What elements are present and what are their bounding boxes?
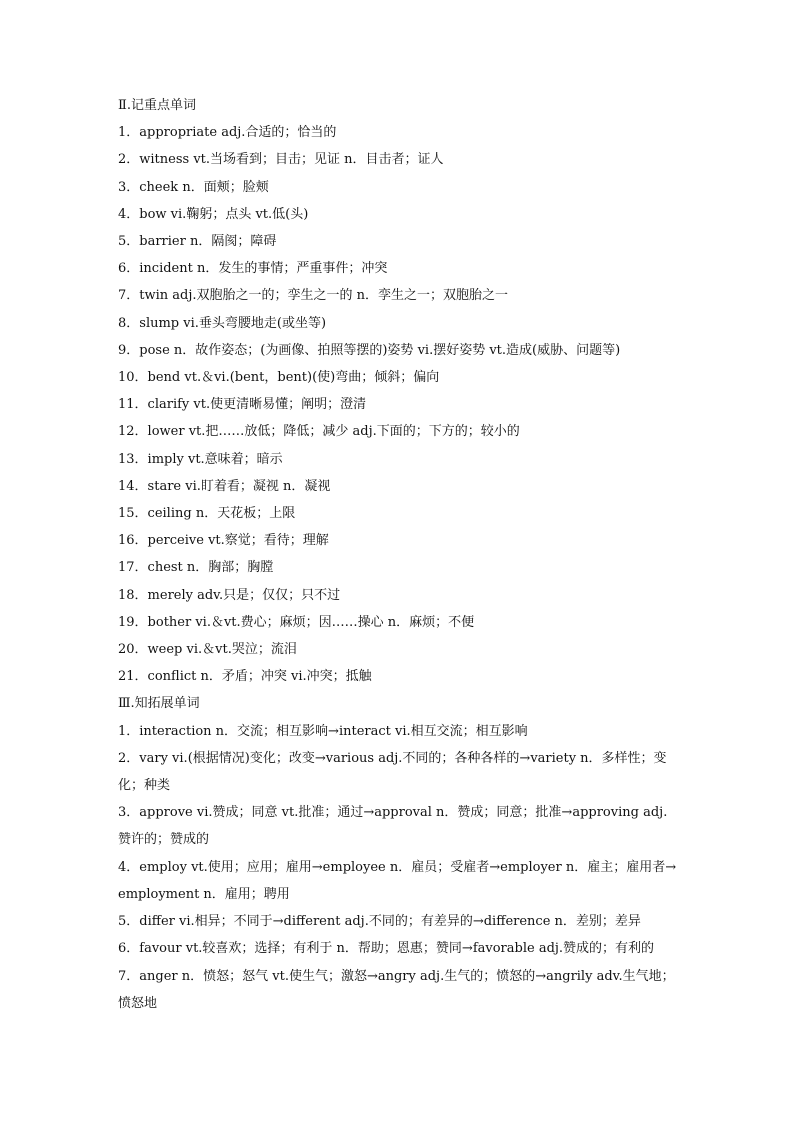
list-item: 4．employ vt.使用；应用；雇用→employee n．雇员；受雇者→employer n．雇主；雇用者→employment n．雇用；聘用: [118, 859, 677, 902]
list-item: 12．lower vt.把……放低；降低；减少 adj.下面的；下方的；较小的: [118, 424, 520, 440]
list-item: 3．cheek n．面颊；脸颊: [118, 179, 269, 195]
list-item: 5．differ vi.相异；不同于→different adj.不同的；有差异的→difference n．差别；差异: [118, 914, 641, 930]
document-page: [118, 92, 678, 1017]
section-heading-key-words: Ⅱ.记重点单词: [118, 98, 196, 113]
list-item: 7．anger n．愤怒；怒气 vt.使生气；激怒→angry adj.生气的；愤怒的→angrily adv.生气地；愤怒地: [118, 968, 675, 1011]
list-item: 6．incident n．发生的事情；严重事件；冲突: [118, 261, 388, 277]
list-item: 13．imply vt.意味着；暗示: [118, 451, 283, 467]
list-item: 9．pose n．故作姿态；(为画像、拍照等摆的)姿势 vi.摆好姿势 vt.造成(威胁、问题等): [118, 342, 621, 358]
list-item: 2．vary vi.(根据情况)变化；改变→various adj.不同的；各种各样的→variety n．多样性；变化；种类: [118, 750, 667, 794]
list-item: 20．weep vi.＆vt.哭泣；流泪: [118, 642, 297, 658]
list-item: 2．witness vt.当场看到；目击；见证 n．目击者；证人: [118, 152, 444, 168]
list-item: 6．favour vt.较喜欢；选择；有利于 n．帮助；恩惠；赞同→favorable adj.赞成的；有利的: [118, 941, 655, 957]
list-item: 4．bow vi.鞠躬；点头 vt.低(头): [118, 206, 309, 222]
list-item: 17．chest n．胸部；胸膛: [118, 560, 274, 576]
list-item: 19．bother vi.＆vt.费心；麻烦；因……操心 n．麻烦；不便: [118, 614, 475, 630]
list-item: 7．twin adj.双胞胎之一的；孪生之一的 n．孪生之一；双胞胎之一: [118, 288, 509, 304]
list-item: 21．conflict n．矛盾；冲突 vi.冲突；抵触: [118, 669, 372, 685]
list-item: 16．perceive vt.察觉；看待；理解: [118, 533, 329, 549]
list-item: 15．ceiling n．天花板；上限: [118, 506, 296, 522]
list-item: 14．stare vi.盯着看；凝视 n．凝视: [118, 478, 331, 494]
section-heading-extended-words: Ⅲ.知拓展单词: [118, 696, 200, 712]
list-item: 1．interaction n．交流；相互影响→interact vi.相互交流；相互影响: [118, 723, 528, 739]
list-item: 5．barrier n．隔阂；障碍: [118, 234, 277, 250]
list-item: 18．merely adv.只是；仅仅；只不过: [118, 587, 341, 603]
list-item: 10．bend vt.＆vi.(bent，bent)(使)弯曲；倾斜；偏向: [118, 370, 440, 386]
list-item: 8．slump vi.垂头弯腰地走(或坐等): [118, 315, 327, 331]
list-item: 3．approve vi.赞成；同意 vt.批准；通过→approval n．赞成；同意；批准→approving adj.赞许的；赞成的: [118, 805, 668, 848]
list-item: 1．appropriate adj.合适的；恰当的: [118, 125, 337, 141]
list-item: 11．clarify vt.使更清晰易懂；阐明；澄清: [118, 397, 367, 413]
